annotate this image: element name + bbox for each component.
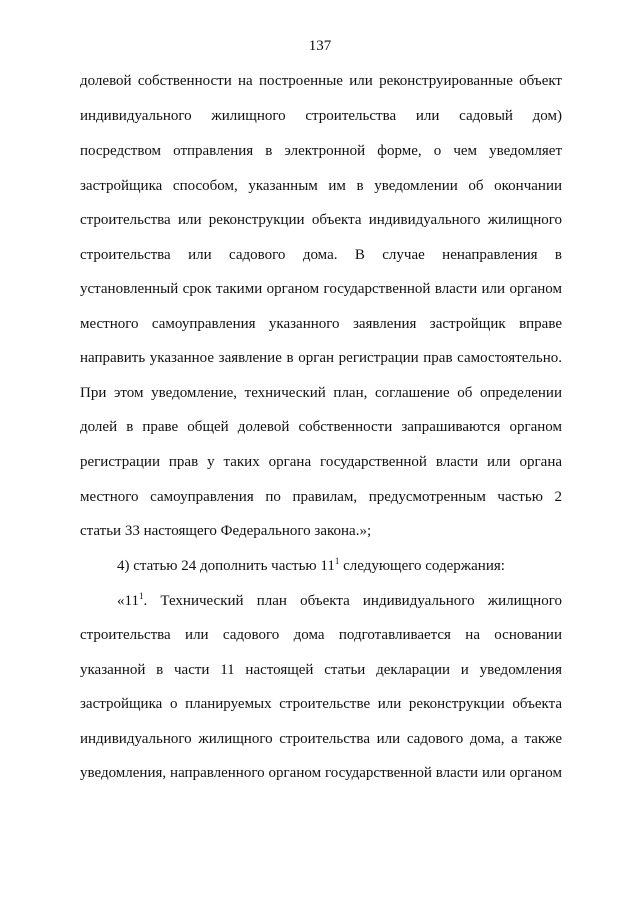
item-4-text: 4) статью 24 дополнить частью 11 — [117, 558, 335, 574]
text-line: долей в праве общей долевой собственности запрашиваются органом — [80, 419, 562, 435]
text-line: застройщика способом, указанным им в уведомлении об окончании — [80, 178, 562, 194]
text-line: местного самоуправления указанного заявления застройщик вправе — [80, 316, 562, 332]
text-line: установленный срок такими органом государственной власти или органом — [80, 281, 562, 297]
text-line: строительства или реконструкции объекта индивидуального жилищного — [80, 212, 562, 228]
item-4-text-end: следующего содержания: — [339, 558, 505, 574]
text-line: указанной в части 11 настоящей статьи декларации и уведомления — [80, 662, 562, 678]
quote-number: «11 — [117, 593, 139, 609]
text-line: направить указанное заявление в орган регистрации прав самостоятельно. — [80, 350, 562, 366]
text-line: посредством отправления в электронной форме, о чем уведомляет — [80, 143, 562, 159]
superscript: 1 — [334, 556, 340, 566]
text-line: При этом уведомление, технический план, соглашение об определении — [80, 385, 562, 401]
text-line: долевой собственности на построенные или реконструированные объект — [80, 73, 562, 89]
quote-first-line — [117, 591, 562, 611]
text-line: индивидуального жилищного строительства или садового дома, а также — [80, 731, 562, 747]
text-line: строительства или садового дома. В случае ненаправления в — [80, 247, 562, 263]
text-line: регистрации прав у таких органа государственной власти или органа — [80, 454, 562, 470]
superscript: 1 — [138, 591, 144, 601]
text-line: уведомления, направленного органом государственной власти или органом — [80, 765, 562, 781]
text-line: местного самоуправления по правилам, предусмотренным частью 2 — [80, 489, 562, 505]
text-line: застройщика о планируемых строительстве или реконструкции объекта — [80, 696, 562, 712]
text-line: статьи 33 настоящего Федерального закона.»; — [80, 523, 372, 539]
quote-text: . Технический план объекта индивидуального жилищного — [143, 593, 562, 609]
text-line: индивидуального жилищного строительства или садовый дом) — [80, 108, 562, 124]
text-line: строительства или садового дома подготавливается на основании — [80, 627, 562, 643]
page-number: 137 — [308, 38, 332, 54]
item-4-line — [117, 556, 562, 576]
